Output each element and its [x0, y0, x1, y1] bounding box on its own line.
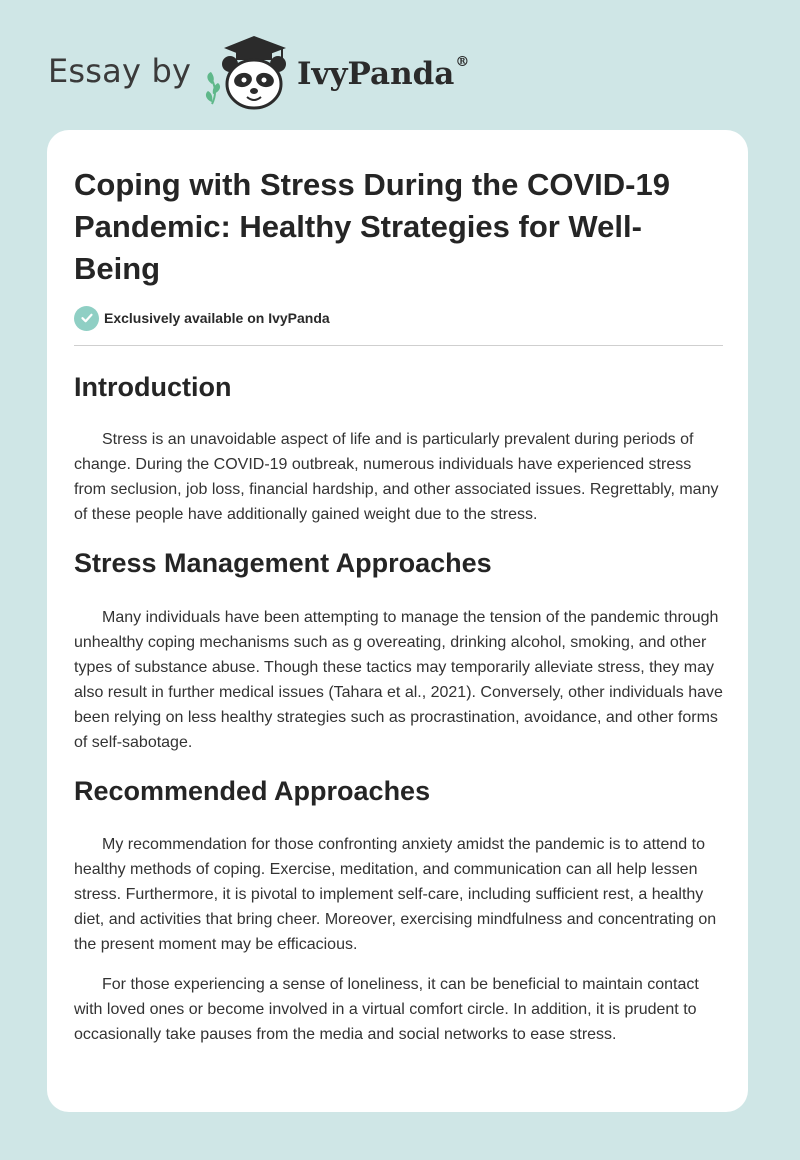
check-badge-icon — [74, 306, 99, 331]
site-header — [48, 34, 648, 114]
registered-mark: ® — [455, 54, 470, 70]
panda-logo-icon — [202, 34, 294, 110]
stress-management-paragraph: Many individuals have been attempting to manage the tension of the pandemic through unhealthy coping mechanisms such as g overeating, drinking alcohol, smoking, and other types of substance abuse. Though these tactics may temporarily alleviate stress, they may also result in further medical issues (Tahara et al., 2021). Conversely, other individuals have been relying on less healthy strategies such as procrastination, avoidance, and other forms of self-sabotage. — [74, 609, 723, 751]
brand-name: IvyPanda® — [297, 54, 470, 92]
essay-by-label: Essay by — [48, 52, 192, 90]
essay-title: Coping with Stress During the COVID-19 Pandemic: Healthy Strategies for Well-Being — [74, 167, 670, 286]
recommended-paragraph-2: For those experiencing a sense of loneliness, it can be beneficial to maintain contact with loved ones or become involved in a virtual comfort circle. In addition, it is prudent to occasionally take pauses from the media and social networks to ease stress. — [74, 976, 699, 1043]
exclusive-badge — [74, 305, 330, 331]
essay-card — [47, 130, 748, 1112]
section-heading-recommended: Recommended Approaches — [74, 776, 431, 806]
section-heading-stress-management: Stress Management Approaches — [74, 548, 492, 578]
recommended-paragraph-1: My recommendation for those confronting anxiety amidst the pandemic is to attend to healthy methods of coping. Exercise, meditation, and communication can all help lessen stress. Furthermore, it is pivotal to implement self-care, including sufficient rest, a healthy diet, and activities that bring cheer. Moreover, exercising mindfulness and concentrating on the present moment may be efficacious. — [74, 836, 717, 953]
introduction-paragraph: Stress is an unavoidable aspect of life and is particularly prevalent during periods of change. During the COVID-19 outbreak, numerous individuals have experienced stress from seclusion, job loss, financial hardship, and other associated issues. Regrettably, many of these people have additionally gained weight due to the stress. — [74, 431, 719, 523]
title-divider — [74, 345, 723, 346]
exclusive-label: Exclusively available on IvyPanda — [104, 310, 330, 326]
section-heading-introduction: Introduction — [74, 372, 232, 402]
